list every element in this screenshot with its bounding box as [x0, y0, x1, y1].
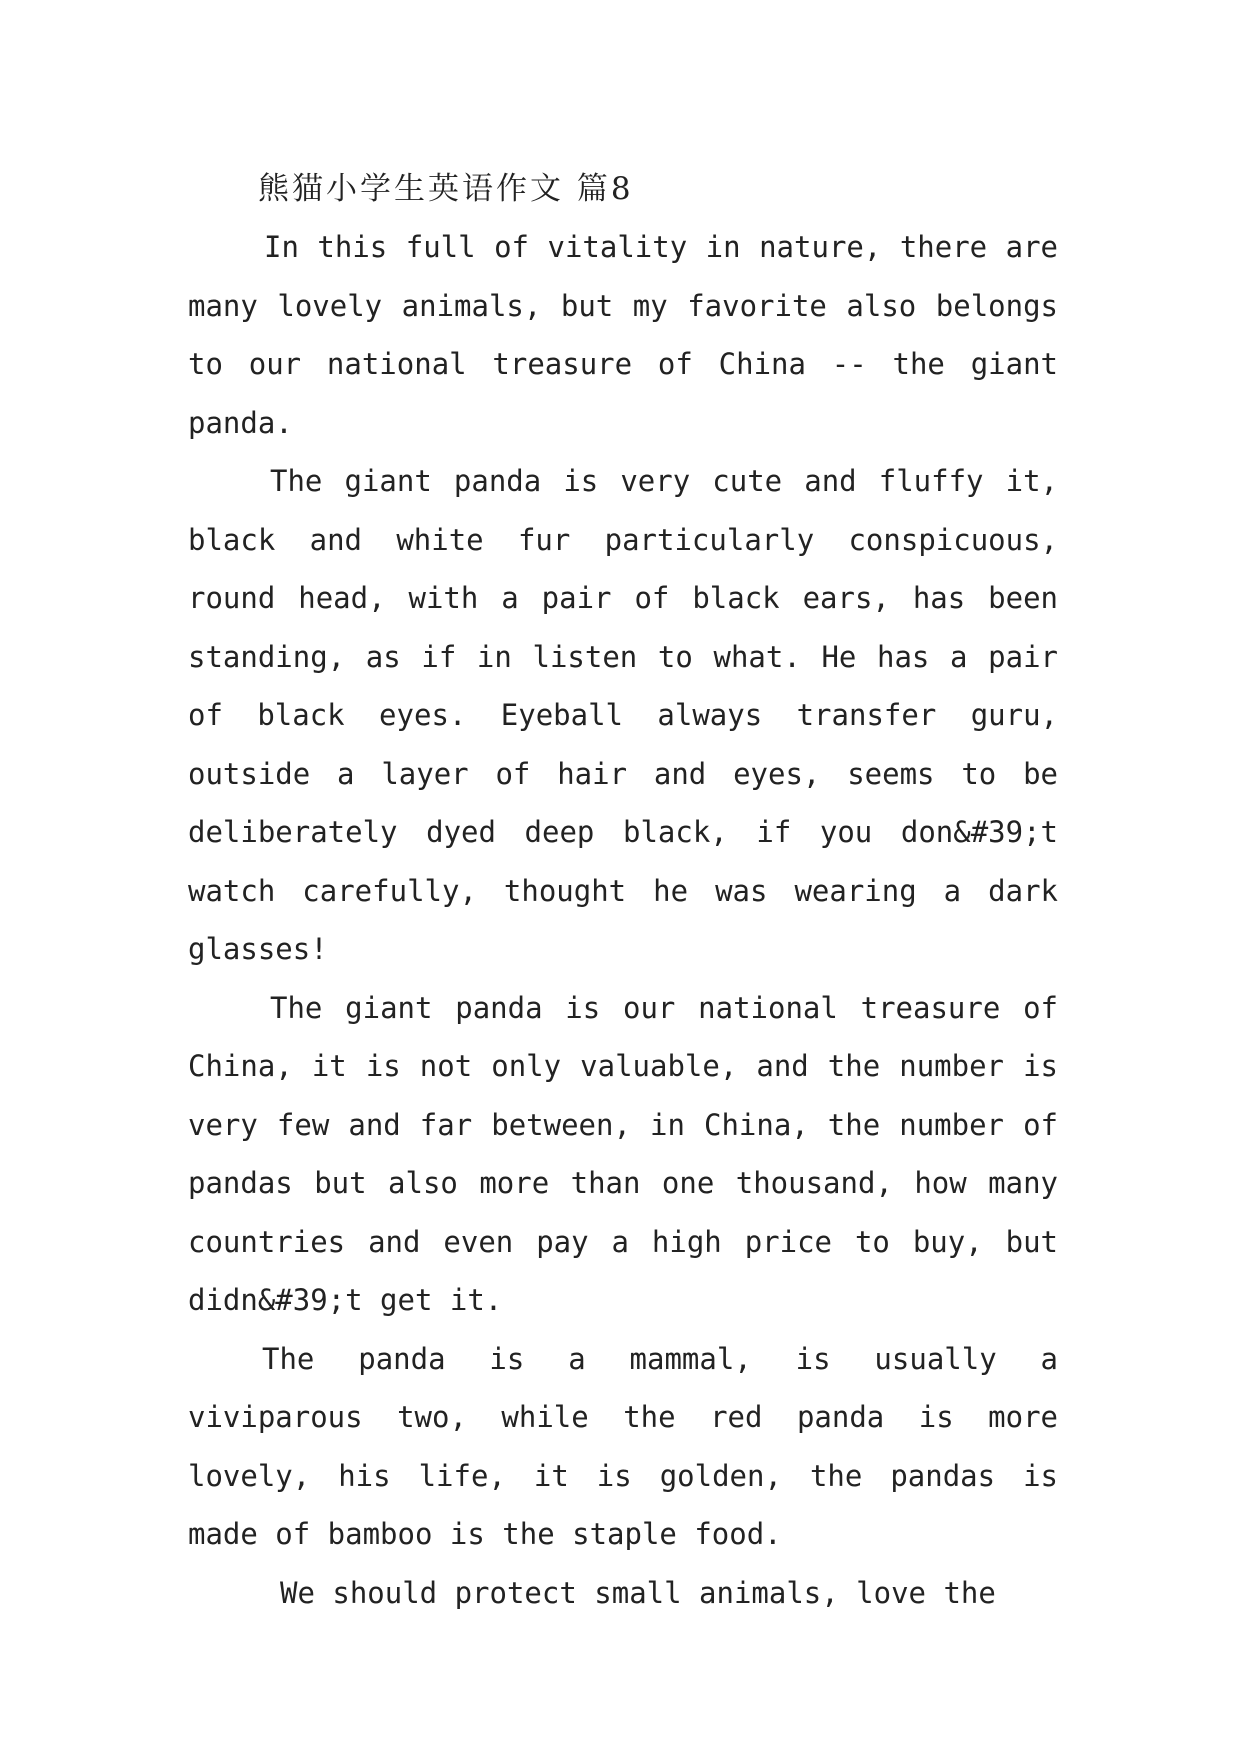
- document-body: [188, 218, 1058, 1622]
- paragraph-mammal: The panda is a mammal, is usually a viviparous two, while the red panda is more lovely, his life, it is golden, the pandas is made of bamboo is the staple food.: [188, 1341, 1058, 1551]
- paragraph-appearance: The giant panda is very cute and fluffy it, black and white fur particularly conspicuous, round head, with a pair of black ears, has been standing, as if in listen to what. He has a pair of black eyes. Eyeball always transfer guru, outside a layer of hair and eyes, seems to be deliberately dyed deep black, if you don&#39;t watch carefully, thought he was wearing a dark glasses!: [188, 464, 1058, 966]
- paragraph-protect: We should protect small animals, love the: [280, 1575, 996, 1610]
- document-heading: 熊猫小学生英语作文 篇8: [258, 171, 634, 207]
- paragraph-treasure: The giant panda is our national treasure of China, it is not only valuable, and the number is very few and far between, in China, the number of pandas but also more than one thousand, how many countries and even pay a high price to buy, but didn&#39;t get it.: [188, 990, 1058, 1317]
- paragraph-intro: In this full of vitality in nature, there are many lovely animals, but my favorite also belongs to our national treasure of China -- the giant panda.: [188, 230, 1058, 440]
